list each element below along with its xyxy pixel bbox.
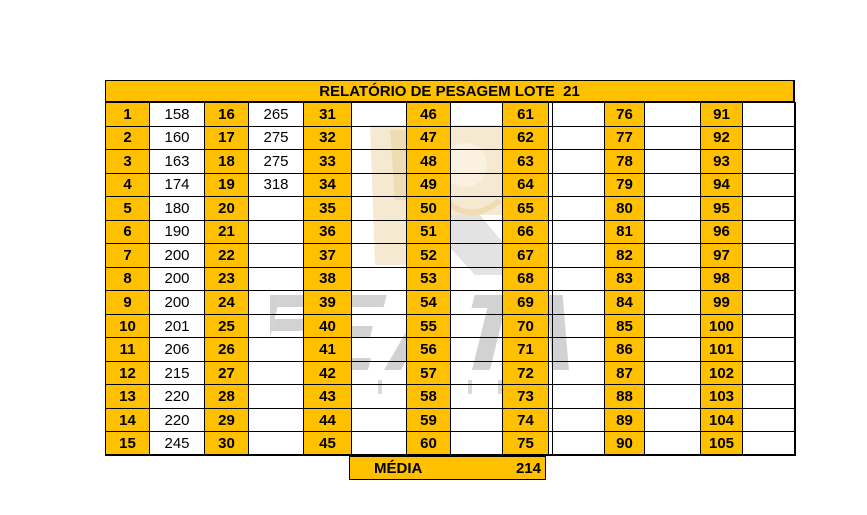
lot-number-cell: 45 — [303, 431, 352, 456]
lot-number-cell: 51 — [406, 220, 451, 245]
weight-value-cell — [742, 337, 796, 362]
lot-number-cell: 68 — [502, 267, 549, 292]
lot-number-cell: 70 — [502, 314, 549, 339]
lot-number-cell: 95 — [700, 196, 743, 221]
lot-number-cell: 86 — [604, 337, 645, 362]
lot-number-cell: 87 — [604, 361, 645, 386]
lot-number-cell: 23 — [204, 267, 249, 292]
weight-value-cell — [742, 173, 796, 198]
weight-value-cell — [548, 149, 605, 174]
lot-number-cell: 21 — [204, 220, 249, 245]
lot-number-cell: 56 — [406, 337, 451, 362]
lot-number-cell: 100 — [700, 314, 743, 339]
lot-number-cell: 69 — [502, 290, 549, 315]
average-label: MÉDIA — [374, 460, 423, 477]
weight-value-cell — [351, 220, 407, 245]
lot-number-cell: 105 — [700, 431, 743, 456]
weight-value-cell: 200 — [149, 243, 205, 268]
lot-number-cell: 47 — [406, 126, 451, 151]
weight-value-cell — [351, 126, 407, 151]
lot-number-cell: 22 — [204, 243, 249, 268]
lot-number-cell: 79 — [604, 173, 645, 198]
weight-value-cell — [248, 337, 304, 362]
lot-number-cell: 25 — [204, 314, 249, 339]
lot-number-cell: 33 — [303, 149, 352, 174]
lot-number-cell: 54 — [406, 290, 451, 315]
weight-value-cell — [351, 384, 407, 409]
weight-value-cell: 180 — [149, 196, 205, 221]
lot-number-cell: 20 — [204, 196, 249, 221]
weight-value-cell: 158 — [149, 102, 205, 127]
lot-number-cell: 53 — [406, 267, 451, 292]
weight-value-cell: 220 — [149, 384, 205, 409]
weight-value-cell: 275 — [248, 126, 304, 151]
lot-number-cell: 12 — [105, 361, 150, 386]
weight-value-cell — [351, 149, 407, 174]
lot-number-cell: 104 — [700, 408, 743, 433]
weight-value-cell — [644, 243, 701, 268]
weight-value-cell — [548, 102, 605, 127]
lot-number-cell: 75 — [502, 431, 549, 456]
weight-value-cell — [351, 337, 407, 362]
weight-value-cell: 200 — [149, 290, 205, 315]
lot-number-cell: 99 — [700, 290, 743, 315]
lot-number-cell: 14 — [105, 408, 150, 433]
weight-value-cell — [548, 267, 605, 292]
lot-number-cell: 17 — [204, 126, 249, 151]
lot-number-cell: 11 — [105, 337, 150, 362]
lot-number-cell: 59 — [406, 408, 451, 433]
weight-value-cell: 163 — [149, 149, 205, 174]
weight-value-cell: 245 — [149, 431, 205, 456]
lot-number-cell: 46 — [406, 102, 451, 127]
lot-number-cell: 8 — [105, 267, 150, 292]
lot-number-cell: 57 — [406, 361, 451, 386]
lot-number-cell: 28 — [204, 384, 249, 409]
weight-value-cell — [742, 102, 796, 127]
lot-number-cell: 58 — [406, 384, 451, 409]
weight-value-cell — [248, 314, 304, 339]
lot-number-cell: 43 — [303, 384, 352, 409]
lot-number-cell: 63 — [502, 149, 549, 174]
weight-value-cell — [351, 173, 407, 198]
weight-value-cell — [644, 408, 701, 433]
weight-value-cell — [548, 243, 605, 268]
lot-number-cell: 98 — [700, 267, 743, 292]
lot-number-cell: 64 — [502, 173, 549, 198]
weight-value-cell — [644, 173, 701, 198]
weight-value-cell — [742, 290, 796, 315]
lot-number-cell: 10 — [105, 314, 150, 339]
lot-number-cell: 31 — [303, 102, 352, 127]
weight-value-cell — [742, 243, 796, 268]
weight-value-cell — [548, 126, 605, 151]
weight-value-cell: 265 — [248, 102, 304, 127]
weight-value-cell — [644, 196, 701, 221]
weight-value-cell — [248, 196, 304, 221]
lot-number-cell: 73 — [502, 384, 549, 409]
lot-number-cell: 27 — [204, 361, 249, 386]
weight-value-cell — [248, 267, 304, 292]
lot-number-cell: 85 — [604, 314, 645, 339]
weight-value-cell — [351, 196, 407, 221]
lot-number-cell: 72 — [502, 361, 549, 386]
weight-value-cell — [548, 337, 605, 362]
weight-value-cell — [644, 267, 701, 292]
weight-value-cell — [248, 408, 304, 433]
weight-value-cell — [548, 196, 605, 221]
weight-value-cell — [644, 384, 701, 409]
lot-number-cell: 77 — [604, 126, 645, 151]
weight-value-cell — [351, 267, 407, 292]
weight-value-cell — [742, 267, 796, 292]
lot-number-cell: 37 — [303, 243, 352, 268]
weight-value-cell — [644, 220, 701, 245]
lot-number-cell: 66 — [502, 220, 549, 245]
weight-value-cell — [644, 290, 701, 315]
lot-number-cell: 50 — [406, 196, 451, 221]
weight-value-cell — [742, 196, 796, 221]
lot-number-cell: 80 — [604, 196, 645, 221]
weight-value-cell — [548, 173, 605, 198]
lot-number-cell: 7 — [105, 243, 150, 268]
lot-number-cell: 4 — [105, 173, 150, 198]
weight-value-cell — [248, 361, 304, 386]
lot-number-cell: 96 — [700, 220, 743, 245]
lot-number-cell: 71 — [502, 337, 549, 362]
weight-value-cell — [548, 220, 605, 245]
weight-value-cell — [548, 431, 605, 456]
weight-value-cell: 215 — [149, 361, 205, 386]
lot-number-cell: 44 — [303, 408, 352, 433]
weight-value-cell: 275 — [248, 149, 304, 174]
lot-number-cell: 41 — [303, 337, 352, 362]
lot-number-cell: 40 — [303, 314, 352, 339]
weight-value-cell — [742, 149, 796, 174]
weight-value-cell — [644, 102, 701, 127]
lot-number-cell: 5 — [105, 196, 150, 221]
lot-number-cell: 55 — [406, 314, 451, 339]
weight-value-cell — [248, 220, 304, 245]
lot-number-cell: 88 — [604, 384, 645, 409]
weight-value-cell — [548, 384, 605, 409]
lot-number-cell: 1 — [105, 102, 150, 127]
lot-number-cell: 26 — [204, 337, 249, 362]
weight-value-cell — [351, 290, 407, 315]
lot-number-cell: 93 — [700, 149, 743, 174]
weight-value-cell — [248, 431, 304, 456]
lot-number-cell: 35 — [303, 196, 352, 221]
weight-value-cell — [644, 149, 701, 174]
weight-value-cell — [248, 290, 304, 315]
lot-number-cell: 15 — [105, 431, 150, 456]
weight-value-cell: 201 — [149, 314, 205, 339]
average-summary — [349, 456, 546, 480]
lot-number-cell: 38 — [303, 267, 352, 292]
lot-number-cell: 36 — [303, 220, 352, 245]
weight-value-cell — [351, 361, 407, 386]
lot-number-cell: 49 — [406, 173, 451, 198]
lot-number-cell: 60 — [406, 431, 451, 456]
lot-number-cell: 74 — [502, 408, 549, 433]
weight-value-cell — [351, 408, 407, 433]
lot-number-cell: 34 — [303, 173, 352, 198]
lot-number-cell: 81 — [604, 220, 645, 245]
lot-number-cell: 92 — [700, 126, 743, 151]
weight-value-cell — [644, 126, 701, 151]
lot-number-cell: 76 — [604, 102, 645, 127]
lot-number-cell: 29 — [204, 408, 249, 433]
weight-value-cell: 220 — [149, 408, 205, 433]
lot-number-cell: 39 — [303, 290, 352, 315]
weight-value-cell — [351, 314, 407, 339]
weight-value-cell — [351, 243, 407, 268]
lot-number-cell: 32 — [303, 126, 352, 151]
weight-value-cell — [742, 126, 796, 151]
lot-number-cell: 97 — [700, 243, 743, 268]
lot-number-cell: 6 — [105, 220, 150, 245]
weight-value-cell — [548, 361, 605, 386]
weight-value-cell: 174 — [149, 173, 205, 198]
lot-number-cell: 90 — [604, 431, 645, 456]
lot-number-cell: 13 — [105, 384, 150, 409]
lot-number-cell: 19 — [204, 173, 249, 198]
lot-number-cell: 2 — [105, 126, 150, 151]
average-value: 214 — [515, 460, 541, 477]
lot-number-cell: 67 — [502, 243, 549, 268]
weight-value-cell — [548, 290, 605, 315]
lot-number-cell: 3 — [105, 149, 150, 174]
lot-number-cell: 9 — [105, 290, 150, 315]
lot-number-cell: 30 — [204, 431, 249, 456]
weight-value-cell: 190 — [149, 220, 205, 245]
weight-value-cell — [742, 431, 796, 456]
weight-value-cell — [742, 408, 796, 433]
weight-value-cell: 206 — [149, 337, 205, 362]
weight-value-cell — [548, 314, 605, 339]
lot-number-cell: 102 — [700, 361, 743, 386]
lot-number-cell: 103 — [700, 384, 743, 409]
lot-number-cell: 89 — [604, 408, 645, 433]
weight-value-cell — [644, 314, 701, 339]
lot-number-cell: 18 — [204, 149, 249, 174]
lot-number-cell: 65 — [502, 196, 549, 221]
lot-number-cell: 78 — [604, 149, 645, 174]
weight-value-cell — [742, 220, 796, 245]
weight-value-cell: 318 — [248, 173, 304, 198]
lot-number-cell: 42 — [303, 361, 352, 386]
weight-value-cell — [351, 102, 407, 127]
lot-number-cell: 48 — [406, 149, 451, 174]
report-title: RELATÓRIO DE PESAGEM LOTE 21 — [105, 80, 794, 102]
lot-number-cell: 82 — [604, 243, 645, 268]
lot-number-cell: 61 — [502, 102, 549, 127]
lot-number-cell: 94 — [700, 173, 743, 198]
lot-number-cell: 16 — [204, 102, 249, 127]
weight-value-cell — [644, 431, 701, 456]
weight-value-cell — [742, 314, 796, 339]
weight-value-cell — [742, 361, 796, 386]
weight-value-cell — [644, 337, 701, 362]
weight-value-cell — [351, 431, 407, 456]
weight-value-cell — [644, 361, 701, 386]
lot-number-cell: 91 — [700, 102, 743, 127]
lot-number-cell: 52 — [406, 243, 451, 268]
weight-value-cell: 160 — [149, 126, 205, 151]
weight-value-cell — [742, 384, 796, 409]
lot-number-cell: 83 — [604, 267, 645, 292]
weight-value-cell — [548, 408, 605, 433]
lot-number-cell: 24 — [204, 290, 249, 315]
lot-number-cell: 62 — [502, 126, 549, 151]
weight-value-cell — [248, 384, 304, 409]
weight-value-cell: 200 — [149, 267, 205, 292]
lot-number-cell: 84 — [604, 290, 645, 315]
weight-value-cell — [248, 243, 304, 268]
lot-number-cell: 101 — [700, 337, 743, 362]
